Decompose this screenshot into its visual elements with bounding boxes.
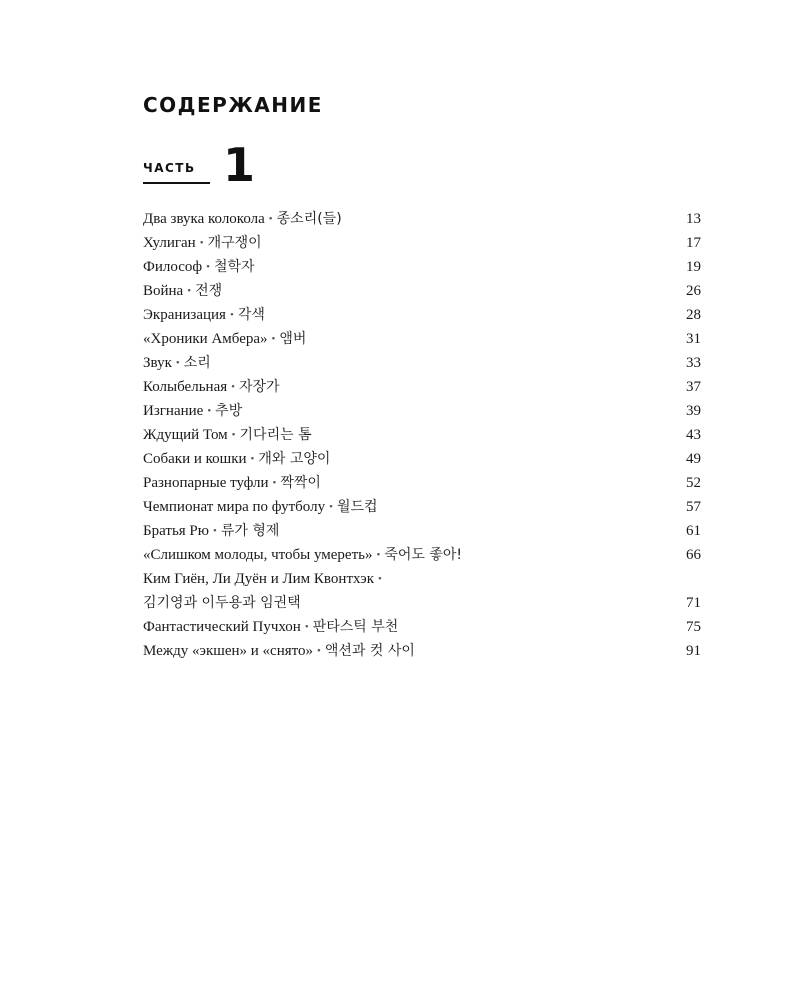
toc-entry	[143, 495, 701, 519]
toc-entry	[143, 615, 701, 639]
entry-title-ru: Экранизация	[143, 307, 226, 323]
entry-title	[143, 255, 661, 279]
entry-title	[143, 279, 661, 303]
page-number: 19	[686, 259, 701, 275]
entry-title-kr: 종소리(들)	[276, 211, 342, 227]
bullet-separator: •	[229, 309, 234, 321]
entry-title-kr: 액션과 컷 사이	[324, 643, 415, 659]
entry-title-kr: 김기영과 이두용과 임권택	[143, 595, 301, 611]
entry-title-ru: Колыбельная	[143, 379, 228, 395]
entry-title	[143, 423, 661, 447]
entry-title	[143, 303, 661, 327]
bullet-separator: •	[376, 549, 381, 561]
toc-entry	[143, 255, 701, 279]
entry-title-kr: 개구쟁이	[207, 235, 262, 251]
page-number: 17	[686, 235, 701, 251]
entry-title-kr: 짝짝이	[280, 475, 321, 491]
entry-title	[143, 375, 661, 399]
entry-title-kr: 자장가	[239, 379, 280, 395]
page-title: СОДЕРЖАНИЕ	[143, 93, 323, 117]
page-number: 91	[686, 643, 701, 659]
entry-title-ru: Между «экшен» и «снято»	[143, 643, 313, 659]
entry-title	[143, 519, 661, 543]
toc-entry	[143, 519, 701, 543]
page-number: 52	[686, 475, 701, 491]
part-header	[143, 138, 283, 192]
bullet-separator: •	[231, 429, 236, 441]
entry-title-kr: 철학자	[213, 259, 255, 275]
toc-entry	[143, 399, 701, 423]
toc-entry	[143, 279, 701, 303]
toc-entry	[143, 471, 701, 495]
entry-title-ru: Ждущий Том	[143, 427, 228, 443]
entry-title-kr: 전쟁	[195, 283, 223, 299]
part-number: 1	[223, 138, 256, 192]
entry-title-ru: «Слишком молоды, чтобы умереть»	[143, 547, 373, 563]
toc-entry	[143, 231, 701, 255]
bullet-separator: •	[329, 501, 333, 513]
bullet-separator: •	[272, 477, 277, 489]
entry-title	[143, 327, 661, 351]
entry-title-ru: Хулиган	[143, 235, 196, 251]
page-number: 71	[686, 595, 701, 611]
entry-title	[143, 543, 661, 567]
entry-title-ru: Собаки и кошки	[143, 451, 247, 467]
bullet-separator: •	[175, 357, 180, 369]
toc-entry	[143, 327, 701, 351]
page-number: 66	[686, 547, 701, 563]
entry-title	[143, 615, 661, 639]
entry-title	[143, 471, 661, 495]
bullet-separator: •	[187, 285, 192, 297]
entry-title-ru: Два звука колокола	[143, 211, 265, 227]
entry-title-ru: Ким Гиён, Ли Дуён и Лим Квонтхэк	[143, 571, 375, 587]
page-number: 37	[686, 379, 701, 395]
entry-title-kr: 각색	[237, 307, 265, 323]
entry-title-ru: Братья Рю	[143, 523, 209, 539]
page-number: 39	[686, 403, 701, 419]
entry-title-kr: 앰버	[279, 331, 307, 347]
entry-title-kr: 기다리는 톰	[239, 427, 312, 443]
entry-title	[143, 351, 661, 375]
entry-title-kr: 추방	[215, 403, 243, 419]
entry-title	[143, 567, 661, 615]
page-number: 31	[686, 331, 701, 347]
page-number: 43	[686, 427, 701, 443]
bullet-separator: •	[199, 237, 204, 249]
toc-entry	[143, 543, 701, 567]
entry-title-kr: 개와 고양이	[258, 451, 331, 467]
bullet-separator: •	[250, 453, 255, 465]
entry-title	[143, 495, 661, 519]
entry-title-ru: «Хроники Амбера»	[143, 331, 268, 347]
bullet-separator: •	[304, 621, 309, 633]
bullet-separator: •	[212, 525, 217, 537]
entry-title-ru: Изгнание	[143, 403, 204, 419]
toc-entry	[143, 447, 701, 471]
page-number: 49	[686, 451, 701, 467]
entry-title-kr: 월드컵	[336, 499, 378, 515]
page-number: 61	[686, 523, 701, 539]
toc-entry	[143, 375, 701, 399]
bullet-separator: •	[207, 405, 212, 417]
page-number: 28	[686, 307, 701, 323]
entry-title	[143, 207, 661, 231]
entry-title-ru: Разнопарные туфли	[143, 475, 269, 491]
toc-list	[143, 207, 701, 663]
bullet-separator: •	[316, 645, 321, 657]
entry-title	[143, 231, 661, 255]
entry-title-ru: Философ	[143, 259, 203, 275]
entry-title	[143, 639, 661, 663]
bullet-separator: •	[271, 333, 276, 345]
entry-title-kr: 판타스틱 부천	[312, 619, 399, 635]
entry-title-kr: 소리	[183, 355, 211, 371]
part-label: ЧАСТЬ	[143, 161, 196, 175]
toc-entry	[143, 351, 701, 375]
entry-title	[143, 399, 661, 423]
bullet-separator: •	[268, 213, 273, 225]
part-underline	[143, 182, 210, 184]
page-number: 26	[686, 283, 701, 299]
toc-entry	[143, 567, 701, 615]
toc-entry	[143, 639, 701, 663]
entry-title-ru: Звук	[143, 355, 172, 371]
toc-entry	[143, 303, 701, 327]
toc-entry	[143, 207, 701, 231]
page-number: 75	[686, 619, 701, 635]
entry-title-ru: Война	[143, 283, 184, 299]
bullet-separator: •	[378, 573, 382, 585]
entry-title-ru: Фантастический Пучхон	[143, 619, 301, 635]
bullet-separator: •	[231, 381, 235, 393]
page-number: 13	[686, 211, 701, 227]
page-number: 33	[686, 355, 701, 371]
entry-title-ru: Чемпионат мира по футболу	[143, 499, 326, 515]
page-number: 57	[686, 499, 701, 515]
entry-title	[143, 447, 661, 471]
entry-title-kr: 죽어도 좋아!	[384, 547, 463, 563]
bullet-separator: •	[206, 261, 210, 273]
toc-entry	[143, 423, 701, 447]
entry-title-kr: 류가 형제	[220, 523, 280, 539]
